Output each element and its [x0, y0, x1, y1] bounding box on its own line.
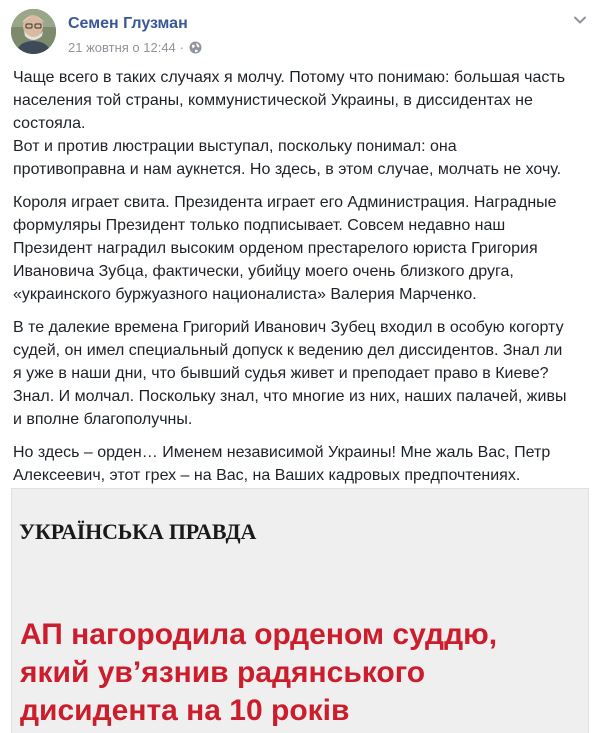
text-line: Президент наградил высоким орденом престарелого юриста Григория: [13, 240, 538, 257]
text-line: Чаще всего в таких случаях я молчу. Потому что понимаю: большая часть: [13, 69, 566, 86]
post-header: [0, 0, 600, 62]
meta-separator: ·: [179, 40, 185, 55]
avatar-photo-icon: [11, 9, 56, 54]
post-paragraph-3: [13, 316, 593, 431]
text-line: «украинского буржуазного националиста» Валерия Марченко.: [13, 286, 477, 303]
post-paragraph-1: [13, 66, 593, 181]
text-line: Вот и против люстрации выступал, поскольку понимал: она: [13, 138, 457, 155]
text-line: и вполне благополучны.: [13, 411, 193, 428]
post-paragraph-4: [13, 441, 593, 487]
link-preview-card[interactable]: [11, 488, 589, 733]
post-body: [13, 66, 593, 497]
headline-line: АП нагородила орденом суддю,: [20, 618, 498, 651]
text-line: формуляры Президент только подписывает. Совсем недавно наш: [13, 217, 506, 234]
text-line: противоправна и нам аукнется. Но здесь, в этом случае, молчать не хочу.: [13, 161, 562, 178]
text-line: Знал. И молчал. Поскольку знал, что многие из них, наших палачей, живы: [13, 388, 567, 405]
text-line: Алексеевич, этот грех – на Вас, на Ваших кадровых предпочтениях.: [13, 467, 521, 484]
author-name[interactable]: Семен Глузман: [68, 15, 188, 32]
text-line: населения той страны, коммунистической Украины, в диссидентах не: [13, 92, 533, 109]
text-line: судей, он имел специальный допуск к ведению дел диссидентов. Знал ли: [13, 342, 563, 359]
text-line: состояла.: [13, 115, 86, 132]
text-line: Короля играет свита. Президента играет его Администрация. Наградные: [13, 194, 557, 211]
text-line: Ивановича Зубца, фактически, убийцу моего очень близкого друга,: [13, 263, 514, 280]
headline-line: дисидента на 10 років: [20, 694, 350, 727]
text-line: я уже в наши дни, что бывший судья живет и преподает право в Киеве?: [13, 365, 549, 382]
text-line: В те далекие времена Григорий Иванович Зубец входил в особую когорту: [13, 319, 564, 336]
headline-line: який ув’язнив радянського: [20, 656, 426, 689]
link-headline: [20, 616, 497, 730]
post-timestamp[interactable]: 21 жовтня о 12:44: [68, 40, 176, 55]
post-paragraph-2: [13, 191, 593, 306]
text-line: Но здесь – орден… Именем независимой Украины! Мне жаль Вас, Петр: [13, 444, 551, 461]
globe-icon[interactable]: [189, 41, 202, 54]
post-meta: [68, 40, 202, 55]
chevron-down-icon[interactable]: [573, 13, 587, 27]
author-avatar[interactable]: [11, 9, 56, 54]
publication-masthead: УКРАЇНСЬКА ПРАВДА: [19, 519, 257, 544]
